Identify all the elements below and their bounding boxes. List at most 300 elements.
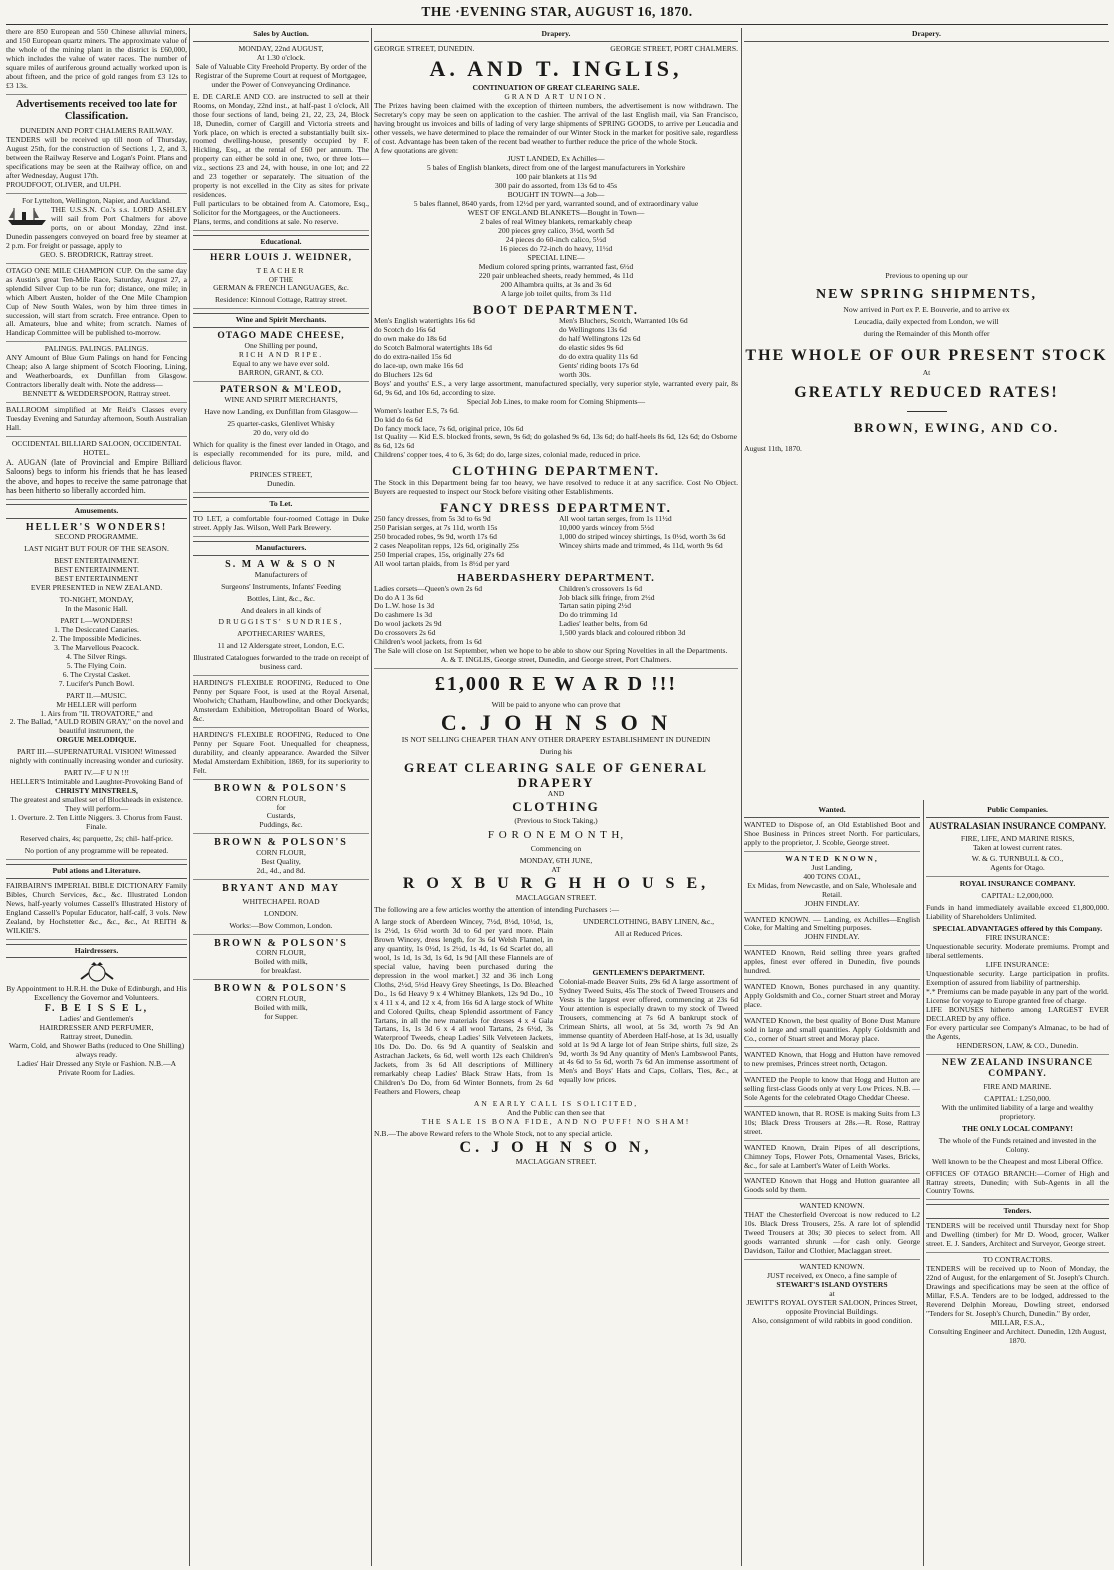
ballroom-ad: BALLROOM simplified at Mr Reid's Classes every Tuesday Evening and Saturday afternoon, South Australian Hall. [6, 406, 187, 437]
ad-line: At [922, 368, 931, 378]
price-row: Children's crossovers 1s 6d [559, 584, 642, 593]
ad-line: FIRE, LIFE, AND MARINE RISKS, [960, 833, 1075, 843]
ad-line: HAIRDRESSER AND PERFUMER, [39, 1023, 154, 1033]
johnson-table [374, 918, 738, 1097]
johnson-right-col [559, 918, 738, 1097]
ad-line: Bottles, Lint, &c., &c. [247, 593, 315, 603]
ad-line: MACLAGGAN STREET. [515, 1156, 597, 1166]
ad-line: 3. The Marvellous Peacock. [54, 642, 139, 652]
ad-title: WANTED KNOWN. [799, 1262, 865, 1272]
wanted-ad: WANTED known, that R. ROSE is making Suits from L3 10s; Black Dress Trousers at 28s.—R. Rose, Rattray street. [744, 1110, 920, 1141]
ad-line: UNDERCLOTHING, BABY LINEN, &c., [582, 917, 715, 927]
ad-line: Unquestionable security. Moderate premiums. Prompt and liberal settlements. [926, 942, 1109, 961]
ad-line: for [276, 802, 286, 812]
price-row: Men's Bluchers, Scotch, Warranted 10s 6d [559, 317, 688, 326]
bryant-may-ad [193, 883, 369, 935]
ad-line: LIFE BONUSES hitherto among LARGEST EVER DECLARED by any office. [926, 1004, 1109, 1023]
ad-title: HELLER'S WONDERS! [25, 521, 168, 533]
maw-son-ad [193, 559, 369, 676]
ad-line: for breakfast. [260, 966, 302, 976]
ad-line: In the Masonic Hall. [65, 604, 128, 614]
ad-title: DUNEDIN AND PORT CHALMERS RAILWAY. [19, 126, 174, 136]
price-row: Job black silk fringe, from 2½d [559, 593, 655, 602]
ad-line: Which for quality is the finest ever landed in Otago, and is especially recommended for its pure, mild, and delicious flavor. [193, 440, 369, 468]
price-row: Children's wool jackets, from 1s 6d [374, 638, 482, 647]
ad-line: 1st Quality — Kid E.S. blocked fronts, sewn, 9s 6d; do golashed 9s 6d, 13s 6d; do half-heels 8s 6d, 12s 6d; do Osborne 8s 6d, 12s 6d [374, 432, 737, 451]
ad-line: (Previous to Stock Taking,) [514, 816, 598, 826]
palings-ad [6, 345, 187, 403]
price-row: Do do A 1 3s 6d [374, 593, 424, 602]
ad-line: HELLER'S Intimitable and Laughter-Provoking Band of [10, 777, 183, 787]
ad-line: At 1.30 o'clock. [256, 52, 306, 62]
ad-line: Manufacturers of [254, 569, 308, 579]
masthead-rule [6, 24, 1108, 25]
ad-line: 5 bales of English blankets, direct from one of the largest manufacturers in Yorkshire [426, 163, 686, 173]
ad-body: WANTED KNOWN. — Landing, ex Achilles—English Coke, for Malting and Smelting purposes. [744, 914, 920, 933]
ad-line: SPECIAL ADVANTAGES offered by this Company. [932, 924, 1103, 934]
haber-table [374, 585, 738, 648]
shipping-ad [6, 197, 187, 264]
ad-line: LONDON. [264, 908, 298, 918]
ad-line: Previous to opening up our [885, 270, 968, 280]
ad-line: DRUGGISTS' SUNDRIES, [218, 617, 344, 627]
ad-line: OF THE [268, 276, 294, 285]
price-row: do Wellingtons 13s 6d [559, 326, 627, 335]
column-1 [6, 28, 187, 1566]
ad-title: BROWN & POLSON'S [214, 782, 348, 794]
ad-body: A. AUGAN (late of Provincial and Empire Billiard Saloons) begs to inform his friends that he has leased the above, and hopes to receive the same patronage that has been hitherto so liberally accorded him. [6, 457, 187, 496]
ad-line: WEST OF ENGLAND BLANKETS—Bought in Town— [467, 208, 645, 218]
ad-line: Boiled with milk, [254, 957, 308, 967]
ad-line: 2. The Impossible Medicines. [51, 633, 142, 643]
ad-line: Dunedin. [266, 479, 296, 489]
ad-title: BROWN & POLSON'S [214, 937, 348, 949]
ad-line: And the Public can then see that [507, 1108, 605, 1118]
ad-line: GRAND ART UNION. [504, 91, 608, 101]
column-4-companies [926, 804, 1109, 1566]
price-row: do elastic sides 9s 6d [559, 343, 624, 352]
ad-line: 100 pair blankets at 11s 9d [515, 172, 597, 182]
ad-line: 300 pair do assorted, from 13s 6d to 45s [494, 181, 618, 191]
ad-line: 2 bales of real Witney blankets, remarkably cheap [480, 217, 632, 227]
railway-ad [6, 127, 187, 194]
department-heading: BOOT DEPARTMENT. [473, 301, 639, 317]
ad-title: THE WHOLE OF OUR PRESENT STOCK [745, 347, 1108, 365]
ad-line: CORN FLOUR, [256, 994, 306, 1004]
ad-line: SPECIAL LINE— [527, 252, 585, 262]
section-heading-manufacturers: Manufacturers. [193, 541, 369, 556]
ad-title: TO CONTRACTORS. [982, 1255, 1053, 1265]
ad-line: 2d., 4d., and 8d. [256, 866, 306, 876]
ad-line: Special Job Lines, to make room for Coming Shipments— [466, 396, 646, 406]
price-row: do do extra quality 11s 6d [559, 352, 638, 361]
ad-signature: BROWN, EWING, AND CO. [853, 419, 1060, 435]
ad-line: 200 pieces grey calico, 3½d, worth 5d [498, 226, 614, 236]
ad-line: LAST NIGHT BUT FOUR OF THE SEASON. [24, 544, 169, 554]
ad-title: PALINGS. PALINGS. PALINGS. [44, 344, 149, 354]
ad-line: Residence: Kinnoul Cottage, Rattray street. [214, 295, 347, 305]
ad-title: NEW ZEALAND INSURANCE COMPANY. [941, 1057, 1094, 1079]
ad-title: PATERSON & M'LEOD, [220, 385, 342, 396]
harding-roofing-ad-2: HARDING'S FLEXIBLE ROOFING, Reduced to One Penny per Square Foot. Unequalled for cheapness, durability, and cleanly appearance. Awarded the Silver Medal Amsterdam Exhibition, 1869, for its superiority to Felt. [193, 731, 369, 780]
ad-line: PART IV.—F U N !!! [63, 768, 130, 778]
ad-line: No portion of any programme will be repeated. [24, 845, 169, 855]
ad-line: Ex Midas, from Newcastle, and on Sale, Wholesale and Retail. [747, 880, 917, 899]
cheese-ad [193, 331, 369, 382]
firm-name: A. AND T. INGLIS, [429, 55, 683, 81]
section-heading-publications: Publ ations and Literature. [6, 864, 187, 879]
ad-line: Custards, [266, 811, 296, 821]
price-row: All wool tartan serges, from 1s 11½d [559, 513, 672, 523]
ad-line: OFFICES OF OTAGO BRANCH:—Corner of High and Rattray streets, Dunedin; with Sub-Agents in all the Country Towns. [926, 1168, 1109, 1196]
ad-line: LIFE INSURANCE: [985, 960, 1050, 969]
fairbairn-ad: FAIRBAIRN'S IMPERIAL BIBLE DICTIONARY Family Bibles, Church Services, &c., &c. Illustrated London News, half-yearly volumes Cassell's Illustrated History of England Cassell's Popular Educator, half-calf, 3 vols. New Zealand, by Hochstetter &c., &c., &c., At REITH & WILKIE'S. [6, 882, 187, 940]
ad-line: The greatest and smallest set of Blockheads in existence. They will perform— [10, 795, 183, 814]
price-row: worth 30s. [559, 370, 592, 379]
ad-line: Surgeons' Instruments, Infants' Feeding [221, 581, 341, 591]
ad-body: THAT the Chesterfield Overcoat is now reduced to L2 10s. Black Dress Trousers, 25s. A rare lot of splendid Tweed Trousers at 30s; 30 pieces to select from. All goods warranted shrunk —for cash only. George Davidson, Tailor and Clothier, Maclaggan street. [744, 1210, 920, 1256]
price-row: Tartan satin piping 2½d [559, 602, 632, 611]
price-row: 1,500 yards black and coloured ribbon 3d [559, 629, 686, 638]
ad-line: IS NOT SELLING CHEAPER THAN ANY OTHER DRAPERY ESTABLISHMENT IN DUNEDIN [401, 734, 711, 744]
ad-line: BEST ENTERTAINMENT. [54, 556, 139, 566]
ad-line: MACLAGGAN STREET. [515, 893, 597, 903]
wanted-ad [744, 916, 920, 947]
weidner-ad [193, 253, 369, 309]
ad-line: All at Reduced Prices. [614, 929, 683, 938]
ad-title: OCCIDENTAL BILLIARD SALOON, OCCIDENTAL HOTEL. [11, 438, 182, 457]
ad-line: Equal to any we have ever sold. [232, 359, 330, 369]
ad-title: WANTED KNOWN. [799, 1201, 865, 1211]
column-rule [741, 28, 742, 1566]
steamship-icon [6, 206, 48, 226]
price-row: do own make do 18s 6d [374, 334, 447, 343]
ad-line: One Shilling per pound, [244, 341, 318, 351]
ad-title: WANTED KNOWN, [785, 853, 879, 863]
ad-line: STEWART'S ISLAND OYSTERS [776, 1279, 888, 1289]
ad-line: BEST ENTERTAINMENT. [54, 565, 139, 575]
section-heading-drapery: Drapery. [374, 28, 738, 42]
ad-line: Rattray street, Dunedin. [60, 1032, 133, 1042]
ad-line: 6. The Crystal Casket. [62, 669, 131, 679]
ad-body: ANY Amount of Blue Gum Palings on hand for Fencing Cheap; also A large shipment of Scotch Flooring, Lining, and Weatherboards, ex Dunfillan from Glasgow. Contractors liberally dealt with. Note the address— [6, 353, 187, 390]
to-let-ad: TO LET, a comfortable four-roomed Cottage in Duke street. Apply Jas. Wilson, Well Park Brewery. [193, 515, 369, 537]
column-rule [189, 28, 190, 1566]
section-heading-drapery: Drapery. [744, 28, 1109, 42]
ad-line: for Supper. [264, 1012, 298, 1022]
ad-signature: BARRON, GRANT, & CO. [238, 368, 324, 378]
price-row: do Scotch do 16s 6d [374, 326, 436, 335]
inglis-address-row [374, 45, 738, 54]
ad-signature: JOHN FINDLAY. [804, 898, 860, 908]
divider [907, 411, 947, 412]
ad-line: With the unlimited liability of a large and wealthy proprietory. [941, 1102, 1094, 1121]
price-row: Wincey shirts made and trimmed, 4s 11d, worth 9s 6d [559, 540, 723, 550]
haber-left-col [374, 585, 553, 648]
ad-line: CAPITAL: L250,000. [984, 1093, 1051, 1103]
ad-line: The Sale will close on 1st September, when we hope to be able to show our Spring Novelties in all the Departments. [374, 646, 728, 656]
ad-line: CAPITAL: L2,000,000. [981, 891, 1054, 901]
ad-line: 16 pieces do 72-inch do heavy, 11½d [499, 244, 613, 254]
ad-title: F. B E I S S E L, [44, 1003, 149, 1015]
ad-line: GREAT CLEARING SALE OF GENERAL DRAPERY [404, 759, 708, 790]
address-right: GEORGE STREET, PORT CHALMERS. [610, 43, 738, 53]
column-4-wanted [744, 804, 920, 1566]
ad-line: TO-NIGHT, MONDAY, [59, 595, 134, 605]
ad-line: The whole of the Funds retained and invested in the Colony. [938, 1135, 1097, 1154]
price-row: Ladies corsets—Queen's own 2s 6d [374, 584, 483, 593]
hairdresser-ad [6, 961, 187, 1077]
section-heading-tenders: Tenders. [926, 1204, 1109, 1219]
ad-line: *.* Premiums can be made payable in any part of the world. [926, 986, 1109, 996]
section-heading-sales: Sales by Auction. [193, 28, 369, 42]
ad-line: PART III.—SUPERNATURAL VISION! Witnessed nightly with continually increasing wonder and curiosity. [9, 747, 184, 766]
ad-body: The Prizes having been claimed with the exception of thirteen numbers, the advertisement is now withdrawn. The Secretary's copy may be seen on application to the cashier. The arrival of the last English mail, via San Francisco, having brought us invoices and bills of lading of very large shipments of SPRING GOODS, to arrive per Leucadia and other vessels, we have determined to place the remainder of our Winter Stock in the market for positive sale, regardless of cost. Advantage has been taken of the recent bad weather to further reduce the price of the whole Stock. [374, 100, 738, 146]
ad-line: FIRE AND MARINE. [983, 1081, 1052, 1091]
ad-line: CLOTHING [512, 799, 600, 815]
price-row: Do do trimming 1d [559, 611, 618, 620]
ad-signature: C. J O H N S O N, [459, 1138, 653, 1156]
boot-right-col [559, 317, 738, 380]
tender-ad: TENDERS will be received until Thursday next for Shop and Dwelling (timber) for Mr D. Wood, grocer, Walker street. E. J. Sanders, Architect and Surveyor, George street. [926, 1222, 1109, 1253]
price-row: do Bluchers 12s 6d [374, 370, 433, 379]
wanted-ad: WANTED the People to know that Hogg and Hutton are selling first-class Goods only at very Low Prices. N.B. —Sole Agents for the celebrated Otago Cheddar Cheese. [744, 1076, 920, 1107]
ad-line: PRINCES STREET, [249, 470, 313, 480]
ad-line: Plans, terms, and conditions at sale. No reserve. [193, 217, 339, 227]
ad-line: CORN FLOUR, [256, 848, 306, 858]
wanted-ad [744, 1202, 920, 1260]
ad-title: AUSTRALASIAN INSURANCE COMPANY. [929, 820, 1106, 831]
ad-line: 20 do, very old do [253, 428, 309, 438]
ad-line: Puddings, &c. [259, 820, 303, 830]
ad-line: Agents for Otago. [990, 863, 1045, 873]
ad-line: Will be paid to anyone who can prove that [491, 699, 621, 709]
price-row: Do crossovers 2s 6d [374, 629, 436, 638]
ad-line: TEACHER [256, 266, 306, 276]
ad-line: RICH AND RIPE. [238, 350, 324, 360]
wanted-ad: WANTED Known that Hogg and Hutton guarantee all Goods sold by them. [744, 1177, 920, 1199]
ad-line: Works:—Bow Common, London. [229, 920, 333, 930]
column-rule [371, 28, 372, 1566]
fancy-left-col [374, 515, 553, 569]
ad-line: SECOND PROGRAMME. [54, 532, 139, 542]
ad-line: FIRE INSURANCE: [985, 933, 1050, 943]
ad-line: Full particulars to be obtained from A. Catomore, Esq., Solicitor for the Mortgagees, or the Auctioneers. [193, 199, 369, 218]
ad-line: Consulting Engineer and Architect. Dunedin, 12th August, 1870. [928, 1326, 1107, 1345]
johnson-ad [374, 673, 738, 1167]
ad-title: NEW SPRING SHIPMENTS, [815, 286, 1038, 302]
harding-roofing-ad-1: HARDING'S FLEXIBLE ROOFING, Reduced to One Penny per Square Foot, is used at the Royal Arsenal, Woolwich; Chatham, Haulbowline, and other Dockyards; Amsterdam Exhibition, Metropolitan Board of Works, &c. [193, 679, 369, 728]
ad-title: S. M A W & S O N [225, 558, 337, 570]
auction-ad [193, 45, 369, 231]
price-row: Do wool jackets 2s 9d [374, 620, 442, 629]
price-row: 250 fancy dresses, from 5s 3d to 6s 9d [374, 514, 491, 523]
ad-line: 5. The Flying Coin. [66, 660, 127, 670]
ad-line: Warm, Cold, and Shower Baths (reduced to One Shilling) always ready. [8, 1041, 185, 1059]
ad-line: Funds in hand immediately available exceed £1,800,000. Liability of Shareholders Unlimited. [926, 903, 1109, 922]
ad-line: WINE AND SPIRIT MERCHANTS, [224, 395, 338, 405]
ad-line: 220 pair unbleached sheets, ready hemmed, 4s 11d [478, 270, 634, 280]
ad-line: WHITECHAPEL ROAD [242, 896, 320, 906]
price-row: 10,000 yards wincey from 5½d [559, 522, 654, 532]
ad-line: ORGUE MELODIQUE. [56, 735, 137, 745]
ad-line: 1. The Desiccated Canaries. [54, 624, 139, 634]
wanted-ad: WANTED Known, the best quality of Bone Dust Manure sold in large and small quantities. Apply Goldsmith and Co., corner of Stuart street and Moray place. [744, 1017, 920, 1048]
ad-line: Taken at lowest current rates. [972, 842, 1063, 852]
ad-line: Illustrated Catalogues forwarded to the trade on receipt of business card. [193, 653, 369, 672]
ad-line: N.B.—The above Reward refers to the Whole Stock, not to any special article. [374, 1128, 613, 1138]
ad-line: THE SALE IS BONA FIDE, AND NO PUFF! NO SHAM! [421, 1117, 691, 1127]
ad-line: Now arrived in Port ex P. E. Bouverie, and to arrive ex [843, 305, 1010, 315]
ad-line: Do fancy mock lace, 7s 6d, original price, 10s 6d [374, 423, 524, 433]
price-row: do Scotch Balmoral watertights 18s 6d [374, 343, 492, 352]
ad-line: CONTINUATION OF GREAT CLEARING SALE. [472, 82, 640, 92]
ad-line: 11 and 12 Aldersgate street, London, E.C. [217, 641, 345, 651]
boot-left-col [374, 317, 553, 380]
address-left: GEORGE STREET, DUNEDIN. [374, 43, 475, 53]
ad-title: ROYAL INSURANCE COMPANY. [959, 879, 1076, 889]
ad-title: HERR LOUIS J. WEIDNER, [210, 252, 352, 263]
ad-line: Well known to be the Cheapest and most Liberal Office. [932, 1156, 1103, 1166]
ad-line: 1. Overture. 2. Ten Little Niggers. 3. Chorus from Faust. Finale. [10, 813, 183, 831]
ad-line: 1. Airs from "IL TROVATORE," and [40, 708, 153, 718]
price-row: Ladies' leather belts, from 6d [559, 620, 648, 629]
ad-line: 24 pieces do 60-inch calico, 5½d [505, 235, 607, 245]
ad-line: Have now Landing, ex Dunfillan from Glasgow— [204, 407, 358, 417]
department-heading: FANCY DRESS DEPARTMENT. [440, 499, 672, 515]
champion-cup-ad: OTAGO ONE MILE CHAMPION CUP. On the same day as Austin's great Ten-Mile Race, Saturday, August 27, a splendid Silver Cup to be run for; distance, one mile; in which Albert Austen, holder of the One Mile Champion Cup of New South Wales, won by him three times in succession, will start from scratch. Free entrance. Open to all. Amateurs, blue and white; from scratch. Names of Handicap Committee will be published to-morrow. [6, 267, 187, 343]
ad-line: Medium colored spring prints, warranted fast, 6½d [478, 261, 634, 271]
column-4-top [744, 28, 1109, 798]
ad-line: For every particular see Company's Almanac, to be had of the Agents, [926, 1022, 1109, 1041]
ad-line: Do kid do 6s 6d [374, 414, 423, 424]
ad-line: MONDAY, 6TH JUNE, [519, 856, 593, 866]
ad-title: BROWN & POLSON'S [214, 983, 348, 995]
section-heading-wanted: Wanted. [744, 804, 920, 818]
reward-heading: £1,000 R E W A R D !!! [434, 673, 678, 696]
price-row: 1,000 do striped wincey shirtings, 1s 0½d, worth 3s 6d [559, 531, 726, 541]
section-heading-amusements: Amusements. [6, 504, 187, 519]
ad-line: CORN FLOUR, [256, 948, 306, 958]
ad-line: GERMAN & FRENCH LANGUAGES, &c. [213, 283, 349, 293]
section-heading-hairdressers: Hairdressers. [6, 944, 187, 959]
column-2 [193, 28, 369, 1566]
ad-line: 400 TONS COAL, [803, 871, 861, 881]
ad-line: Mr HELLER will perform [56, 699, 137, 709]
ad-line: at [829, 1288, 835, 1298]
section-heading-public-companies: Public Companies. [926, 804, 1109, 818]
price-row: Do cashmere 1s 3d [374, 611, 432, 620]
ad-line: PART I.—WONDERS! [60, 616, 133, 625]
ad-line: 200 Alhambra quilts, at 3s and 3s 6d [500, 279, 612, 289]
ad-line: AN EARLY CALL IS SOLICITED, [473, 1099, 639, 1109]
fancy-right-col [559, 515, 738, 569]
brown-polson-ad-2 [193, 837, 369, 880]
heller-ad [6, 522, 187, 860]
ad-signature: A. & T. INGLIS, George street, Dunedin, and George street, Port Chalmers. [440, 655, 672, 665]
ad-line: The following are a few articles worthy the attention of intending Purchasers :— [374, 905, 620, 915]
haber-right-col [559, 585, 738, 648]
ad-line: THE ONLY LOCAL COMPANY! [962, 1123, 1073, 1133]
ad-line: Sale of Valuable City Freehold Property. By order of the Registrar of the Supreme Court at request of Mortgagee, under the Power of Conveyancing Ordinance. [195, 61, 367, 89]
ad-line: 25 quarter-casks, Glenlivet Whisky [227, 419, 335, 429]
ad-line: F O R O N E M O N T H, [487, 829, 625, 842]
ad-line: The Stock in this Department being far too heavy, we have resolved to reduce it at any sacrifice. Cost No Object. Buyers are requested to inspect our Stock before visiting other Establishments. [374, 477, 738, 496]
ad-line: JEWITT'S ROYAL OYSTER SALOON, Princes Street, opposite Provincial Buildings. [746, 1297, 918, 1316]
ad-signature: HENDERSON, LAW, & CO., Dunedin. [956, 1040, 1079, 1050]
ad-signature: GEO. S. BRODRICK, Rattray street. [39, 249, 154, 259]
ad-line: CORN FLOUR, [256, 793, 306, 803]
ad-line: Boys' and youths' E.S., a very large assortment, manufactured specially, very superior style, warranted every pair, 8s 6d, 9s 6d, and 10s 6d, according to size. [374, 378, 738, 397]
price-row: 250 brocaded robes, 9s 9d, worth 17s 6d [374, 532, 497, 541]
johnson-left-list: A large stock of Aberdeen Wincey, 7½d, 8½d, 10½d, 1s, 1s 2½d, 1s 6½d worth 3d to 6d per yard more. Plain Brown Wincey, dress length, for 3s 6d Welsh Flannel, in any quantity, 1s 0½d, 1s 2½d, 1s 4d, 1s 6d Scarlet do, all wool, 1s 1d, 1s 3d, 1s 6d, 1s 9d [All these Flannels are of special value, having been purchased during the depression in the wool market.] 32 and 36 inch Long Cloths, 2½d, 5½d Heavy Grey Sheetings, 1s Do. Bleached Do., 1s 6d Heavy 9 x 4 Whitney Blankets, 12s 9d Do., 10 x 4 11 x 4, and 12 x 4, from 16s 6d A large stock of White and Colored Quilts, cheap Splendid assortment of Fancy Tartans, in all the new materials for dresses 4 x 4 Gala Tartans, 1s, 1s 3d 6 x 4 all wool Tartans, 2s 6½d, 3s Waterproof Tweeds, cheap Ladies' Silk Velveteen Jackets, 10s Do. Do. Do. 6s 9d A quantity of Sealskin and Astrachan Jackets, 6s 6d, well worth 12s each Children's Jackets, from 3s 6d All descriptions of Millinery remarkably cheap Ladies' Black Straw Hats, from 1s Children's Do Do, from 6d Winter Bonnets, from 2s 6d Feathers and Flowers, cheap [374, 917, 553, 1097]
column-3 [374, 28, 738, 1566]
royal-crest-icon [77, 961, 117, 983]
ad-line: And dealers in all kinds of [240, 605, 322, 615]
wanted-ad: WANTED to Dispose of, an Old Established Boot and Shoe Business in Princes street North. For particulars, apply to the proprietor, J. Scoble, George street. [744, 821, 920, 852]
department-heading: HABERDASHERY DEPARTMENT. [457, 571, 655, 584]
price-row: 250 Imperial crapes, 15s, originally 27s 6d [374, 550, 504, 559]
ad-line: Best Quality, [261, 857, 301, 867]
ad-line: Boiled with milk, [254, 1003, 308, 1013]
ad-line: AT [551, 865, 561, 875]
ad-line: CHRISTY MINSTRELS, [55, 786, 138, 796]
ad-line: 7. Lucifer's Punch Bowl. [58, 678, 135, 688]
price-row: Do L.W. hose 1s 3d [374, 602, 435, 611]
ad-signature: BENNETT & WEDDERSPOON, Rattray street. [22, 389, 171, 399]
ad-line: JUST LANDED, Ex Achilles— [507, 154, 605, 164]
ad-line: 2. The Ballad, "AULD ROBIN GRAY," on the novel and beautiful instrument, the [9, 717, 184, 736]
wanted-ad: WANTED Known, Drain Pipes of all descriptions, Chimney Tops, Flower Pots, Ornamental Vases, Bricks, &c., for sale at Lambert's Water of Leith Works. [744, 1144, 920, 1175]
ad-line: W. & G. TURNBULL & CO., [971, 854, 1064, 864]
ad-line: AND [547, 789, 565, 799]
ad-line: Ladies' and Gentlemen's [59, 1014, 134, 1024]
johnson-right-list: Colonial-made Beaver Suits, 29s 6d A large assortment of Sydney Tweed Suits, 45s The stock of Tweed Trousers and Vests is the largest ever offered, commencing at 23s 6d Your attention is especially drawn to my stock of Tweed Trousers, commencing at 7s 6d A bankrupt stock of Crimean Shirts, all wool, at 5s 3d, worth 7s 9d An immense quantity of Aberdeen Half-hose, at 1s 3d, usually sold at 1s 9d A large lot of Jean Stripe shirts, full size, 2s 9d, worth 3s 9d Any quantity of Men's Lambswool Pants, at 4s 6d to 5s 6d, worth 7s 6d An immense assortment of Men's and Boys' Hats and Caps, Collars, Ties, &c., at equally low prices. [559, 976, 738, 1085]
price-row: All wool tartan plaids, from 1s 8½d per yard [374, 559, 510, 568]
ad-line: By Appointment to H.R.H. the Duke of Edinburgh, and His Excellency the Governor and Volunteers. [6, 984, 187, 1003]
wanted-ad [744, 855, 920, 913]
ad-line: APOTHECARIES' WARES, [237, 629, 325, 639]
fancy-table [374, 515, 738, 569]
ad-title: GREATLY REDUCED RATES! [794, 384, 1059, 402]
wanted-ad: WANTED Known, that Hogg and Hutton have removed to new premises, Princes street north, Octagon. [744, 1051, 920, 1073]
price-row: Gents' riding boots 17s 6d [559, 361, 639, 370]
australasian-ad [926, 821, 1109, 877]
masthead: THE ·EVENING STAR, AUGUST 16, 1870. [421, 4, 693, 19]
ad-title: For Lyttelton, Wellington, Napier, and Auckland. [22, 196, 171, 206]
ad-signature: PROUDFOOT, OLIVER, and ULPH. [6, 180, 122, 190]
ad-line: During his [539, 746, 573, 756]
price-row: do half Wellingtons 12s 6d [559, 334, 641, 343]
ad-line: Unquestionable security. Large participation in profits. Exemption of assured from liability of partnership. [926, 968, 1109, 987]
ad-line: BOUGHT IN TOWN—a Job— [507, 190, 605, 200]
price-row: do lace-up, own make 16s 6d [374, 361, 463, 370]
ad-line: License for voyage to Europe granted free of charge. [926, 995, 1087, 1005]
ad-line: PART II.—MUSIC. [66, 690, 127, 700]
royal-insurance-ad [926, 880, 1109, 1054]
boot-table [374, 317, 738, 380]
ad-line: Leucadia, daily expected from London, we will [854, 317, 999, 327]
ad-line: EVER PRESENTED in NEW ZEALAND. [30, 583, 163, 593]
ad-line: BEST ENTERTAINMENT [54, 574, 139, 584]
department-heading: CLOTHING DEPARTMENT. [451, 463, 661, 479]
ad-body: E. DE CARLE AND CO. are instructed to sell at their Rooms, on Monday, 22nd inst., at half-past 1 o'clock, All those four sections of land, being 21, 22, 23, 24, Block 18, Dunedin, corner of Cargill and Victoria streets and York place, on which is erected a substantially built six-roomed dwelling-house, presently occupied by F. Hickling, Esq., at the rental of £60 per annum. The property can either be sold in one, two, or three lots—viz., sections 23 and 24, with house, in one lot; and 22 and 23 together or separately. The situation of the property is not excelled in the City as sites for private residences. [193, 91, 369, 200]
too-late-heading: Advertisements received too late for Classification. [15, 98, 178, 123]
ad-line: Reserved chairs, 4s; parquette, 2s; chil- half-price. [20, 833, 173, 843]
ad-line: Just Landing, [811, 862, 853, 872]
column-rule [923, 800, 924, 1566]
brown-polson-ad-4 [193, 983, 369, 1022]
